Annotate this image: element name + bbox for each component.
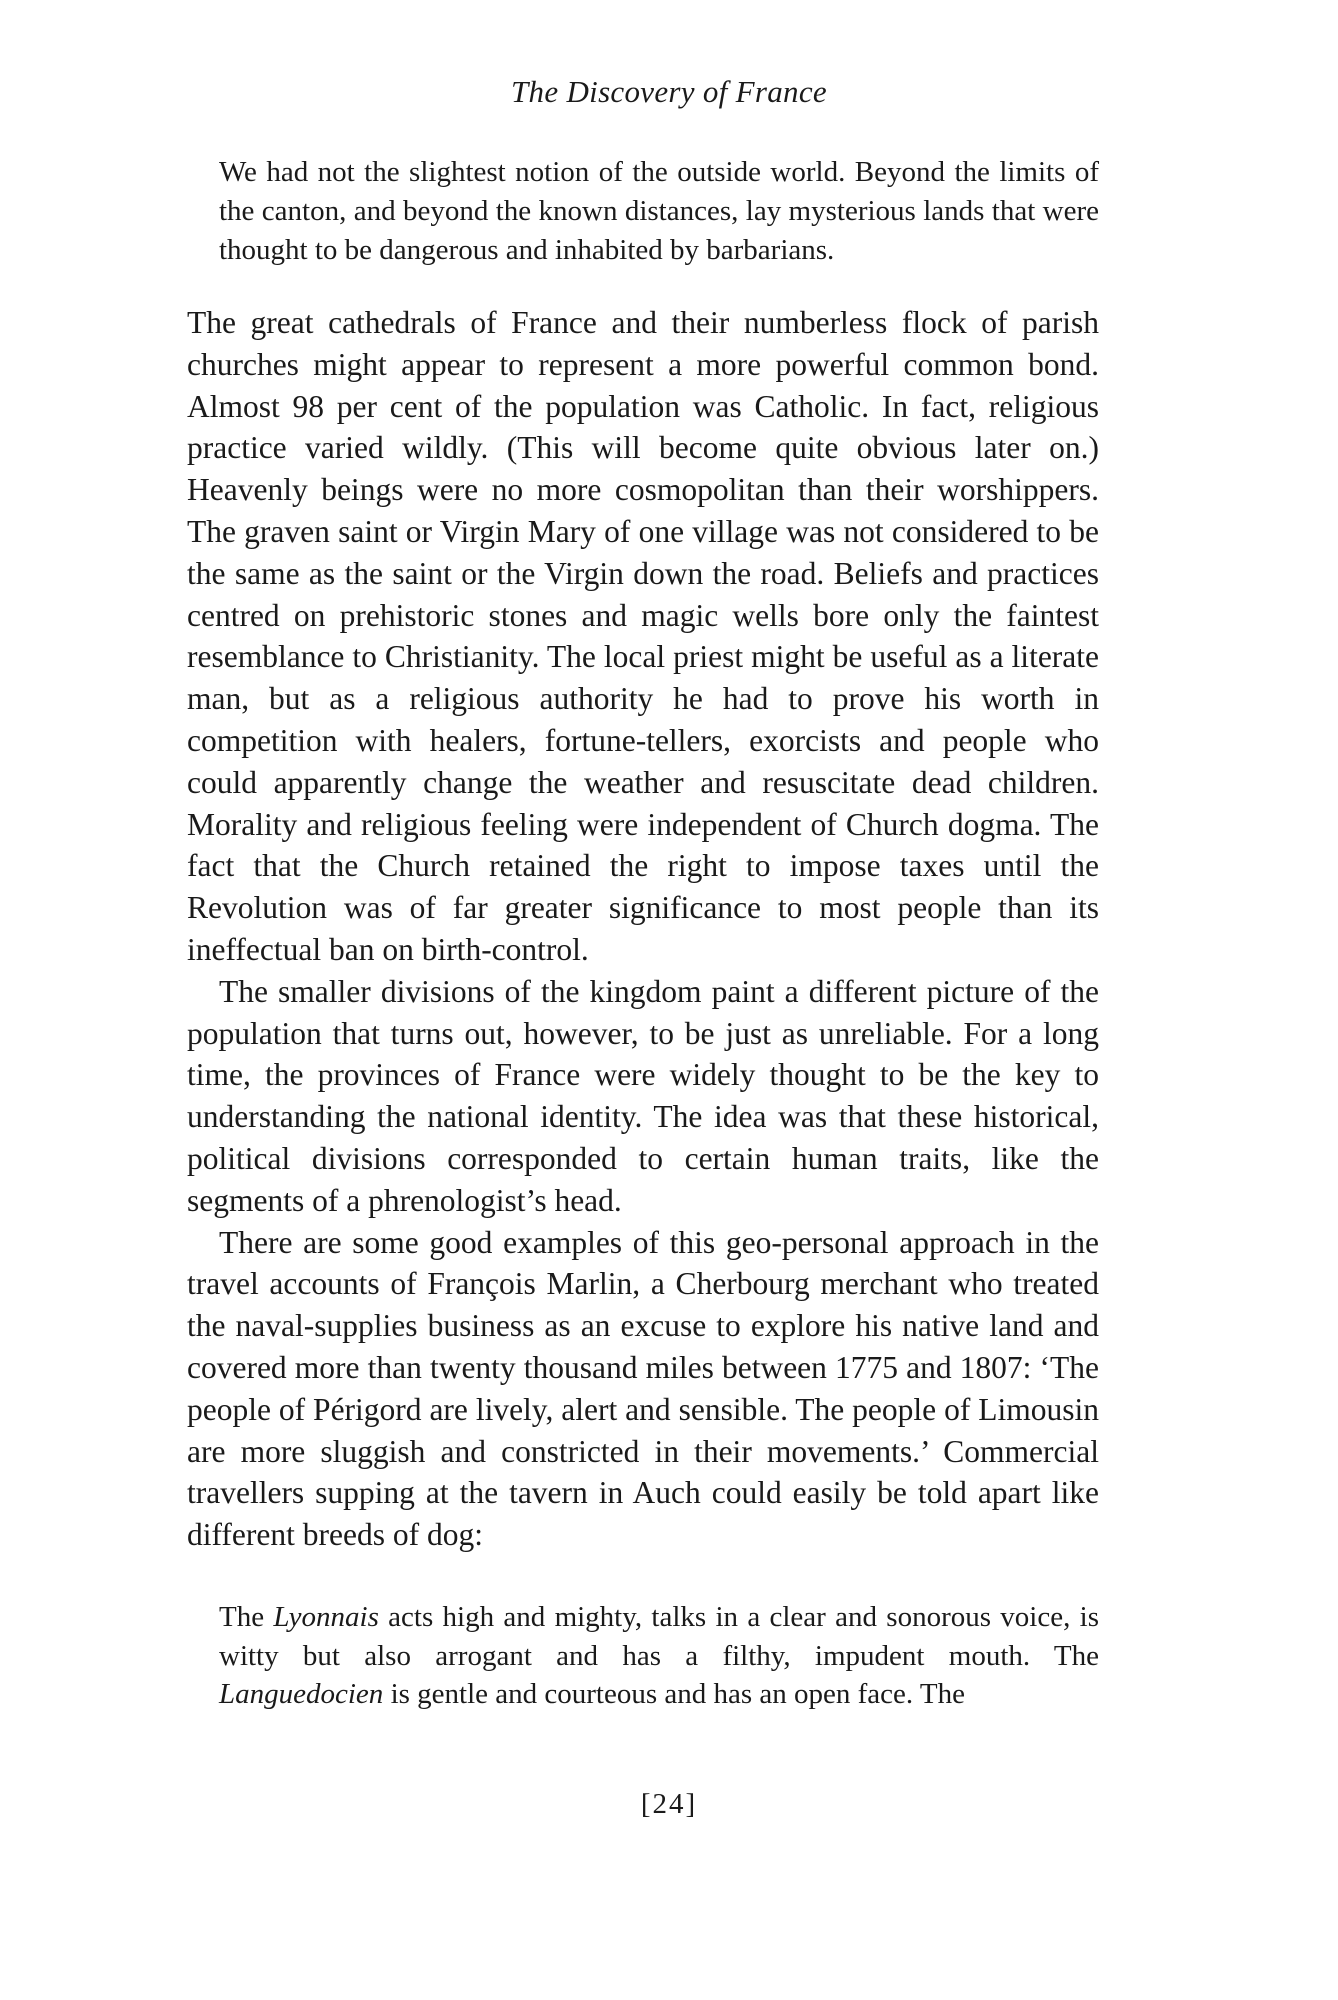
block-quote-bottom xyxy=(219,1598,1099,1714)
paragraph-1: The great cathedrals of France and their numberless flock of parish churches might appear to represent a more powerful common bond. Almost 98 per cent of the population was Catholic. In fact, religious practice varied wildly. (This will become quite obvious later on.) Heavenly beings were no more cosmopolitan than their worshippers. The graven saint or Virgin Mary of one village was not considered to be the same as the saint or the Virgin down the road. Beliefs and practices centred on prehistoric stones and magic wells bore only the faintest resemblance to Christianity. The local priest might be useful as a literate man, but as a religious authority he had to prove his worth in competition with healers, fortune-tellers, exorcists and people who could apparently change the weather and resuscitate dead children. Morality and religious feeling were independent of Church dogma. The fact that the Church retained the right to impose taxes until the Revolution was of far greater significance to most people than its ineffectual ban on birth-control. xyxy=(187,305,1099,967)
page-number: [24] xyxy=(640,1788,698,1820)
quote-text-part: is gentle and courteous and has an open face. The xyxy=(383,1678,965,1710)
paragraph-3: There are some good examples of this geo-personal approach in the travel accounts of François Marlin, a Cherbourg merchant who treated the naval-supplies business as an excuse to explore his native land and covered more than twenty thousand miles between 1775 and 1807: ‘The people of Périgord are lively, alert and sensible. The people of Limousin are more sluggish and constricted in their movements.’ Commercial travellers supping at the tavern in Auch could easily be told apart like different breeds of dog: xyxy=(187,1224,1099,1553)
running-title: The Discovery of France xyxy=(511,74,827,109)
italic-term-languedocien: Languedocien xyxy=(219,1678,384,1710)
quote-text-part: acts high and mighty, talks in a clear and sonorous voice, is witty but also arrogant and has a filthy, impudent mouth. The xyxy=(219,1601,1099,1672)
paragraph-2: The smaller divisions of the kingdom paint a different picture of the population that turns out, however, to be just as unreliable. For a long time, the provinces of France were widely thought to be the key to understanding the national identity. The idea was that these historical, political divisions corresponded to certain human traits, like the segments of a phrenologist’s head. xyxy=(187,973,1099,1218)
block-quote-top: We had not the slightest notion of the outside world. Beyond the limits of the canton, and beyond the known distances, lay mysterious lands that were thought to be dangerous and inhabited by barbarians. xyxy=(219,156,1099,266)
body-text xyxy=(187,302,1099,1556)
quote-text-part: The xyxy=(219,1601,274,1633)
italic-term-lyonnais: Lyonnais xyxy=(273,1601,379,1633)
